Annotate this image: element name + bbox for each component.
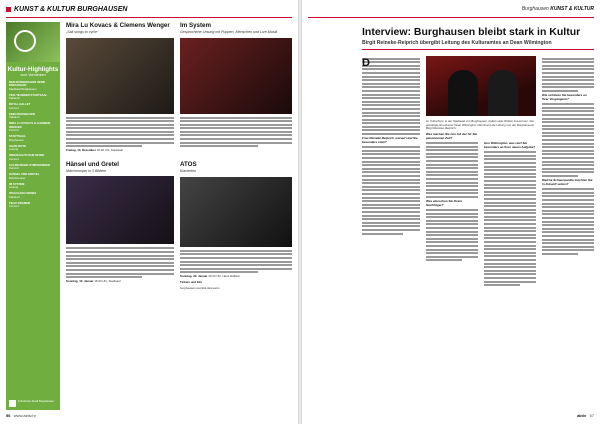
tickets-link[interactable]: burghausen-touristik.de/events [180, 285, 220, 290]
interview-photo [426, 56, 536, 116]
list-item: TINA TEUBNER STADTSAAL Kabarett [9, 92, 48, 101]
interview-question: Wie schätzen Sie besonders an Ihrer Vorgängerin? [542, 92, 587, 101]
interview-body [426, 209, 478, 261]
list-item: HÄNSEL UND GRETEL Märchenoper [9, 172, 40, 180]
interview-body [542, 103, 594, 177]
article-photo [180, 177, 292, 247]
article-subtitle: „Sail songs to cycle“ [66, 30, 99, 34]
right-page [302, 0, 600, 424]
interview-body [426, 142, 478, 198]
qr-code-icon [9, 400, 16, 407]
sidebar-title: Kultur-Highlights [7, 66, 59, 73]
tickets-info: Tickets und Info [180, 279, 203, 284]
article-title: ATOS [180, 161, 197, 169]
section-marker-icon [6, 7, 11, 12]
interview-question: Herr Wilmington, was reizt Sie besonders an Ihrer neuen Aufgabe? [484, 141, 536, 149]
interview-body [362, 58, 420, 135]
kultur-highlights-sidebar [6, 22, 60, 410]
interview-column-1 [362, 56, 420, 236]
interview-body [542, 188, 594, 255]
sidebar-subtitle: zum Vormerken [20, 73, 46, 77]
page-number: aktiv 57 [577, 413, 594, 418]
sidebar-footer: Kulturbüro Stadt Burghausen [9, 400, 57, 407]
event-meta: Sonntag, 12. Januar 16:00 Uhr, Stadtsaal [66, 279, 121, 284]
article-title: Mira Lu Kovacs & Clemens Wenger [66, 22, 170, 29]
list-item: WOLFGANG KREBS Kabarett [9, 191, 37, 199]
list-item: HILDE ROTH Lesung [9, 143, 27, 152]
article-column-1 [66, 22, 174, 284]
list-item: DEN MÄNNERCHOR HERR DRECHSLER Stadtsaal Burghausen [9, 79, 45, 91]
interview-question: Frau Reineke-Reiprich, worauf sind Sie besonders stolz? [362, 136, 418, 144]
list-item: EBBI MOOSBAUER Kabarett [9, 111, 35, 120]
sidebar-photo [6, 22, 60, 62]
page-number: 56 www.aktiv.hr [6, 413, 36, 418]
article-photo [66, 38, 174, 114]
list-item: STADTSAAL Burghausen [9, 134, 26, 142]
interview-subtitle: Birgit Reineke-Reiprich übergibt Leitung des Kulturamtes an Dean Wilmington [362, 40, 552, 46]
list-item: ROYAL HALLET Konzert [9, 102, 31, 110]
article-subtitle: Gesprochene Lesung mit Puppen, Menschen und Live-Musik [180, 30, 278, 34]
article-subtitle: Klaviertrio [180, 169, 196, 174]
title-rule [362, 49, 594, 50]
interview-body [484, 151, 536, 286]
interview-question: Was wünschen Sie Ihrem Nachfolger? [426, 198, 462, 207]
interview-body [362, 146, 420, 234]
event-meta: Sonntag, 23. Januar 20:00 Uhr, Haus Hallstar [180, 274, 240, 279]
article-photo [66, 176, 174, 244]
event-meta: Freitag, 13. Dezember 20:00 Uhr, Stadtsaal [66, 148, 123, 153]
article-body [180, 250, 292, 274]
interview-column-3 [484, 140, 536, 288]
article-column-2 [180, 22, 292, 290]
article-body [180, 117, 292, 148]
section-header [6, 6, 127, 13]
interview-title: Interview: Burghausen bleibt stark in Kultur [362, 26, 581, 38]
list-item: SALZBURGER SYMPHONIKER Konzert [9, 162, 51, 171]
photo-caption: Im Kulturbüro, in der Stadtsaal von Burghausen, hatten viele Wollen zusammen. Der gebürtige Amerikaner Dean Wilmington übernimmt die Leitung von der Burghauserin Birgit Reineke-Reiprich. [426, 119, 535, 131]
dropcap: D [362, 56, 370, 69]
article-photo [180, 38, 292, 114]
interview-question: Welche Schwerpunkte möchten Sie in Zukunft setzen? [542, 178, 593, 186]
sidebar-event-list [6, 81, 60, 209]
interview-body [542, 58, 594, 92]
list-item: MIRA LU KOVACS & CLEMENS WENGER Konzert [9, 121, 51, 133]
header-rule [6, 17, 292, 18]
list-item: WEIHNACHTLICHE MUSIK Konzert [9, 153, 45, 161]
section-title: KUNST & KULTUR BURGHAUSEN [14, 6, 128, 13]
left-page [0, 0, 298, 424]
list-item: FELIX KRAMER Konzert [9, 200, 30, 209]
section-header: Burghausen KUNST & KULTUR [521, 6, 594, 12]
article-title: Im System [180, 22, 211, 29]
interview-column-4 [542, 56, 594, 256]
article-body [66, 247, 174, 278]
article-subtitle: Märchenoper in 3 Bildern [66, 168, 107, 173]
sidebar-logo-icon [14, 30, 36, 52]
article-title: Hänsel und Gretel [66, 160, 119, 168]
list-item: IM SYSTEM Lesung [9, 181, 25, 190]
article-body [66, 117, 174, 148]
interview-question: Was machen Sie nun mit der für Sie gewonnenen Zeit? [426, 131, 477, 140]
header-rule [308, 17, 594, 18]
